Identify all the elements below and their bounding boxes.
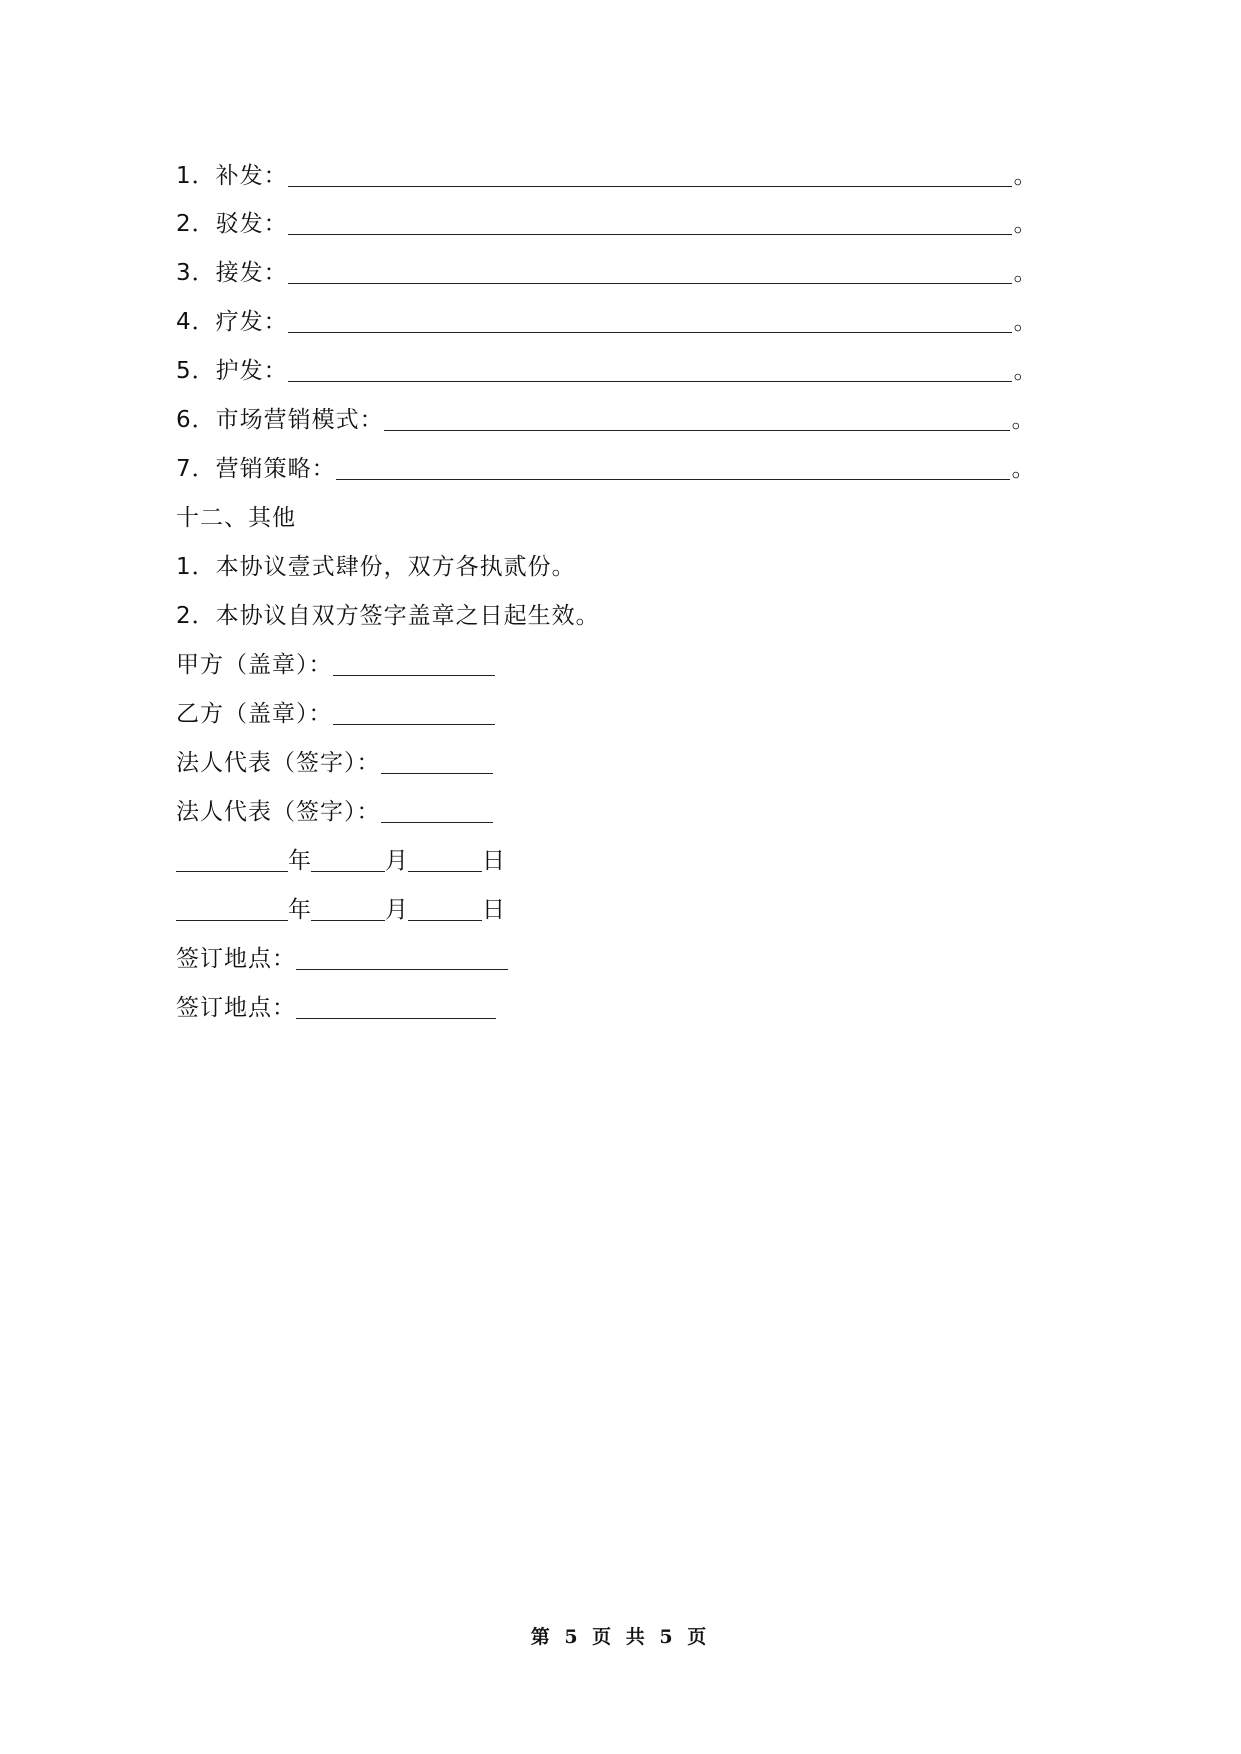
fill-line-period: 。 (1013, 358, 1037, 384)
day-blank[interactable] (408, 890, 482, 930)
clause-text: 2．本协议自双方签字盖章之日起生效。 (176, 603, 600, 629)
fill-line-period: 。 (1011, 456, 1035, 482)
fill-line-period: 。 (1011, 407, 1035, 433)
signing-place-blank[interactable] (296, 988, 496, 1028)
fill-line-period: 。 (1013, 163, 1037, 189)
party-a-seal-blank[interactable] (333, 645, 495, 685)
legal-rep-a-sign-line (176, 743, 493, 783)
party-a-seal-line (176, 645, 495, 685)
legal-rep-b-sign-blank[interactable] (381, 792, 493, 832)
blank-underline[interactable] (384, 400, 1010, 440)
day-label: 日 (482, 848, 505, 874)
blank-underline[interactable] (336, 449, 1010, 489)
fill-line-period: 。 (1013, 211, 1037, 237)
fill-line-1 (176, 156, 1037, 196)
blank-underline[interactable] (288, 302, 1012, 342)
clause-text: 1．本协议壹式肆份，双方各执贰份。 (176, 554, 576, 580)
legal-rep-b-sign-label: 法人代表（签字）： (176, 799, 381, 825)
blank-underline[interactable] (288, 253, 1012, 293)
fill-line-period: 。 (1013, 260, 1037, 286)
signing-place-label: 签订地点： (176, 946, 296, 972)
fill-line-period: 。 (1013, 309, 1037, 335)
signing-place-blank[interactable] (296, 939, 508, 979)
year-blank[interactable] (176, 841, 288, 881)
party-b-seal-blank[interactable] (333, 694, 495, 734)
fill-line-label: 7．营销策略： (176, 456, 336, 482)
fill-line-label: 5．护发： (176, 358, 288, 384)
fill-line-label: 3．接发： (176, 260, 288, 286)
clause-1 (176, 547, 576, 587)
fill-line-7 (176, 449, 1035, 489)
fill-line-label: 1．补发： (176, 163, 288, 189)
legal-rep-a-sign-label: 法人代表（签字）： (176, 750, 381, 776)
fill-line-2 (176, 204, 1037, 244)
month-label: 月 (385, 897, 408, 923)
blank-underline[interactable] (288, 351, 1012, 391)
party-b-seal-line (176, 694, 495, 734)
date-line-1 (176, 841, 505, 881)
page-footer: 第 5 页 共 5 页 (530, 1626, 711, 1648)
signing-place-label: 签订地点： (176, 995, 296, 1021)
clause-2 (176, 596, 600, 636)
year-label: 年 (288, 897, 311, 923)
date-line-2 (176, 890, 505, 930)
section-heading-text: 十二、其他 (176, 505, 296, 531)
legal-rep-b-sign-line (176, 792, 493, 832)
fill-line-label: 4．疗发： (176, 309, 288, 335)
fill-line-5 (176, 351, 1037, 391)
fill-line-6 (176, 400, 1035, 440)
legal-rep-a-sign-blank[interactable] (381, 743, 493, 783)
fill-line-label: 6．市场营销模式： (176, 407, 384, 433)
month-blank[interactable] (311, 841, 385, 881)
year-blank[interactable] (176, 890, 288, 930)
section-heading (176, 498, 296, 538)
fill-line-4 (176, 302, 1037, 342)
blank-underline[interactable] (288, 204, 1012, 244)
fill-line-3 (176, 253, 1037, 293)
month-label: 月 (385, 848, 408, 874)
fill-line-label: 2．驳发： (176, 211, 288, 237)
party-a-seal-label: 甲方（盖章）： (176, 652, 333, 678)
month-blank[interactable] (311, 890, 385, 930)
day-label: 日 (482, 897, 505, 923)
signing-place-line-1 (176, 939, 508, 979)
signing-place-line-2 (176, 988, 496, 1028)
year-label: 年 (288, 848, 311, 874)
party-b-seal-label: 乙方（盖章）： (176, 701, 333, 727)
day-blank[interactable] (408, 841, 482, 881)
blank-underline[interactable] (288, 156, 1012, 196)
